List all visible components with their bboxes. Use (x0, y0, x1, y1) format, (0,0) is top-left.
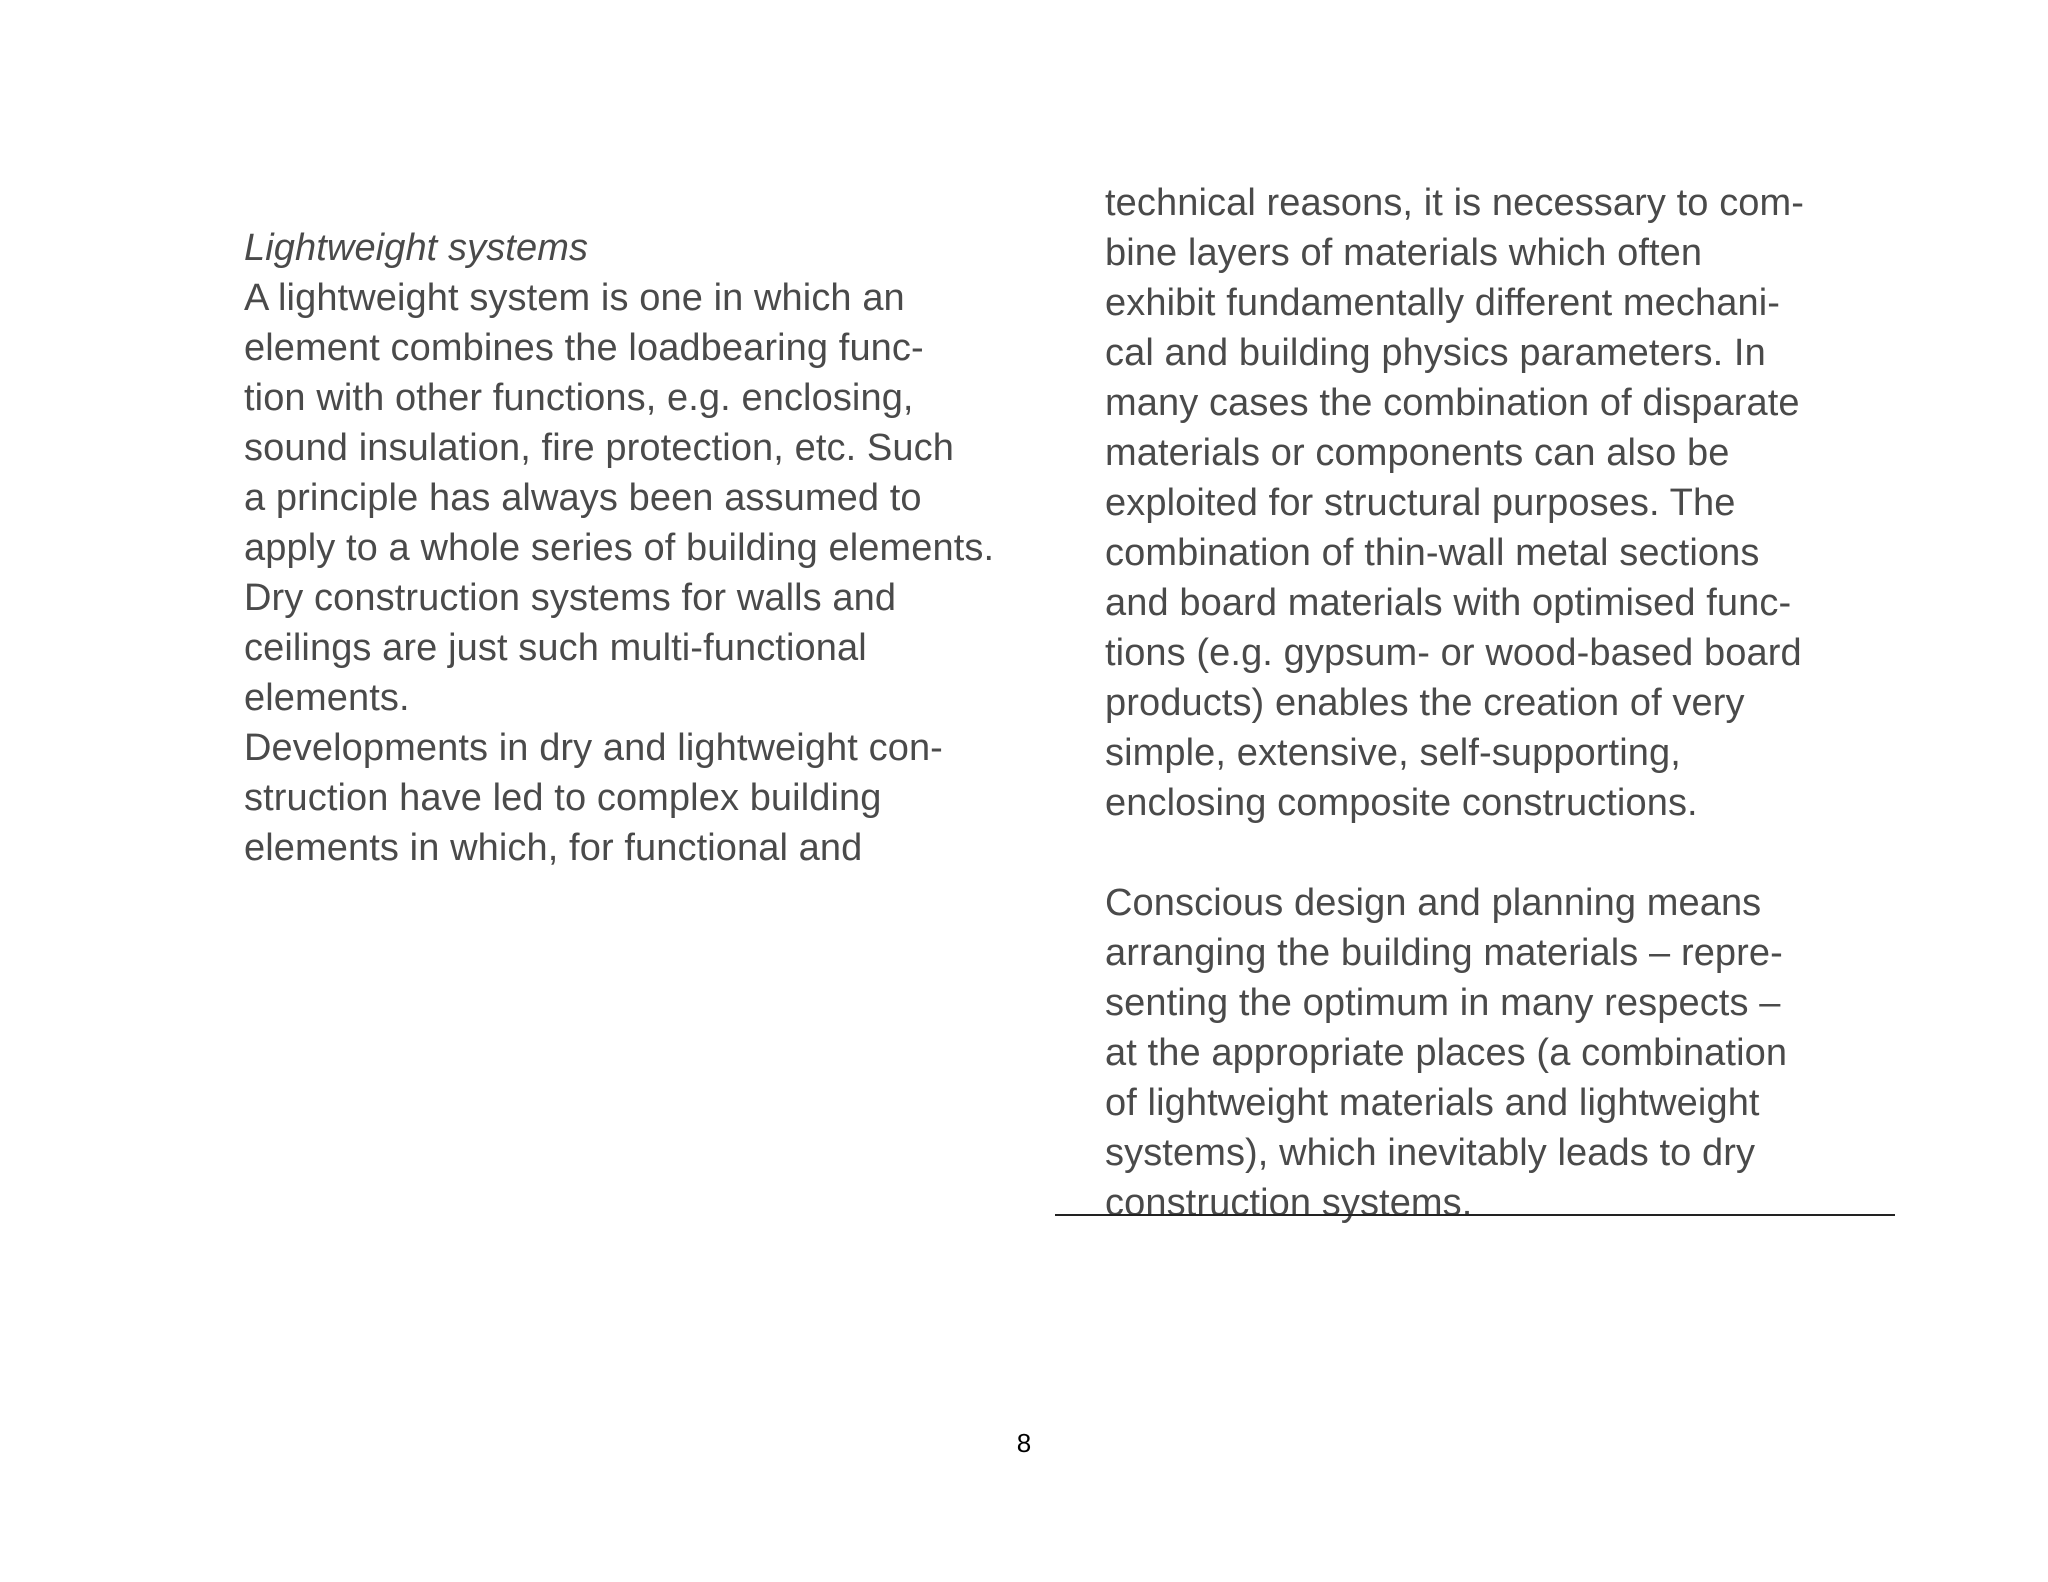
horizontal-rule (1055, 1214, 1895, 1216)
right-text-line: cal and building physics parameters. In (1105, 332, 1766, 374)
right-text-line: arranging the building materials – repre- (1105, 932, 1783, 974)
right-text-line: Conscious design and planning means (1105, 882, 1762, 924)
left-text-line: elements. (244, 677, 410, 719)
left-text-line: a principle has always been assumed to (244, 477, 922, 519)
left-text-line: ceilings are just such multi-functional (244, 627, 867, 669)
right-text-line: senting the optimum in many respects – (1105, 982, 1781, 1024)
right-text-line: technical reasons, it is necessary to com- (1105, 182, 1805, 224)
left-text-line: tion with other functions, e.g. enclosing, (244, 377, 914, 419)
left-text-line: element combines the loadbearing func- (244, 327, 924, 369)
right-text-line: exploited for structural purposes. The (1105, 482, 1736, 524)
left-text-line: A lightweight system is one in which an (244, 277, 905, 319)
right-text-line: combination of thin-wall metal sections (1105, 532, 1760, 574)
right-text-line: of lightweight materials and lightweight (1105, 1082, 1760, 1124)
right-text-line: tions (e.g. gypsum- or wood-based board (1105, 632, 1802, 674)
right-text-line: exhibit fundamentally different mechani- (1105, 282, 1781, 324)
right-text-line: many cases the combination of disparate (1105, 382, 1800, 424)
right-text-line: simple, extensive, self-supporting, (1105, 732, 1681, 774)
right-text-line: products) enables the creation of very (1105, 682, 1745, 724)
right-text-line: systems), which inevitably leads to dry (1105, 1132, 1756, 1174)
right-text-line: enclosing composite constructions. (1105, 782, 1698, 824)
page-number: 8 (1016, 1428, 1032, 1458)
left-text-line: apply to a whole series of building elements. (244, 527, 995, 569)
left-text-line: sound insulation, fire protection, etc. Such (244, 427, 954, 469)
right-text-line: and board materials with optimised func- (1105, 582, 1792, 624)
left-text-line: Developments in dry and lightweight con- (244, 727, 943, 769)
left-text-line: elements in which, for functional and (244, 827, 863, 869)
right-text-line: materials or components can also be (1105, 432, 1730, 474)
section-heading: Lightweight systems (244, 227, 589, 269)
right-text-line: construction systems. (1105, 1182, 1473, 1224)
left-text-line: Dry construction systems for walls and (244, 577, 897, 619)
right-text-line: bine layers of materials which often (1105, 232, 1703, 274)
left-text-line: struction have led to complex building (244, 777, 882, 819)
right-text-line: at the appropriate places (a combination (1105, 1032, 1788, 1074)
